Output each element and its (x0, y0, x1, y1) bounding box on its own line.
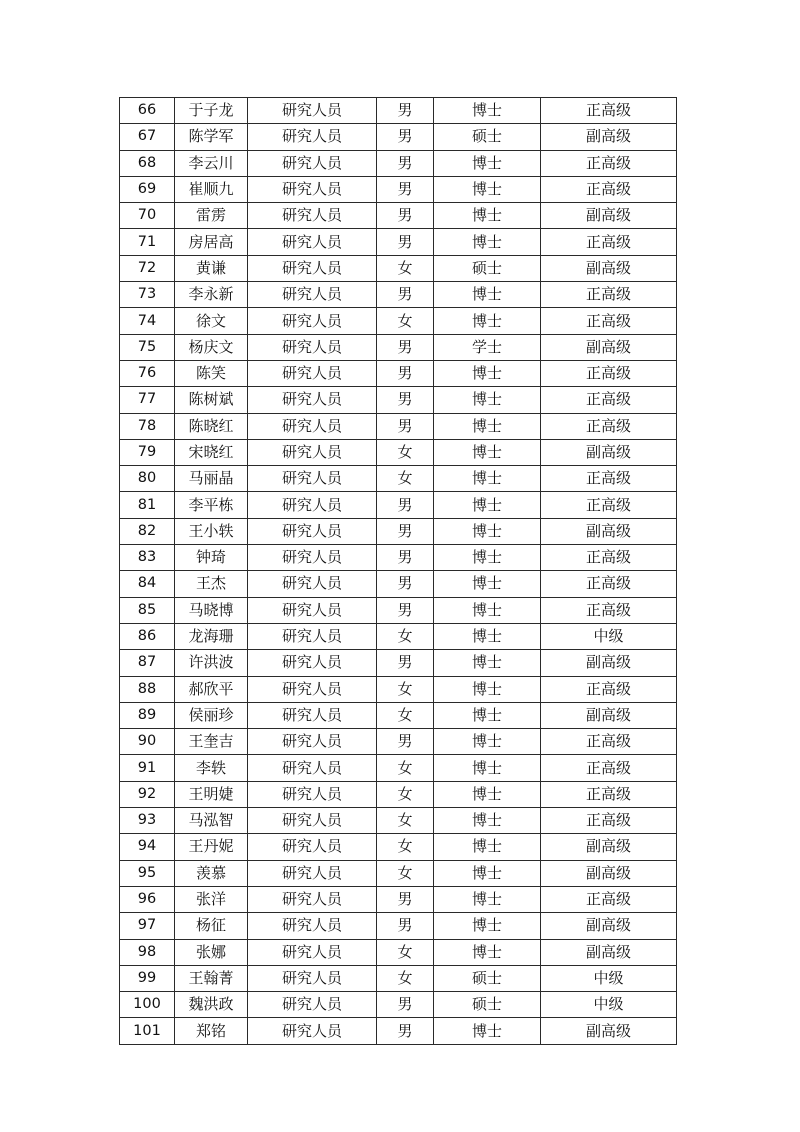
row-number-cell: 94 (120, 834, 175, 860)
degree-cell: 学士 (434, 334, 541, 360)
gender-cell: 男 (377, 413, 434, 439)
table-row (120, 755, 677, 781)
name-cell: 魏洪政 (175, 992, 248, 1018)
name-cell: 杨征 (175, 913, 248, 939)
table-row (120, 229, 677, 255)
table-row (120, 965, 677, 991)
gender-cell: 女 (377, 860, 434, 886)
row-number-cell: 84 (120, 571, 175, 597)
role-cell: 研究人员 (248, 203, 377, 229)
degree-cell: 硕士 (434, 255, 541, 281)
role-cell: 研究人员 (248, 913, 377, 939)
title-level-cell: 正高级 (541, 676, 677, 702)
table-row (120, 360, 677, 386)
degree-cell: 硕士 (434, 124, 541, 150)
role-cell: 研究人员 (248, 755, 377, 781)
title-level-cell: 副高级 (541, 834, 677, 860)
name-cell: 陈学军 (175, 124, 248, 150)
table-row (120, 545, 677, 571)
degree-cell: 博士 (434, 913, 541, 939)
gender-cell: 男 (377, 176, 434, 202)
row-number-cell: 74 (120, 308, 175, 334)
title-level-cell: 正高级 (541, 360, 677, 386)
gender-cell: 男 (377, 98, 434, 124)
table-row (120, 1018, 677, 1044)
role-cell: 研究人员 (248, 939, 377, 965)
degree-cell: 博士 (434, 387, 541, 413)
degree-cell: 博士 (434, 755, 541, 781)
degree-cell: 博士 (434, 150, 541, 176)
table-row (120, 124, 677, 150)
name-cell: 张娜 (175, 939, 248, 965)
role-cell: 研究人员 (248, 702, 377, 728)
title-level-cell: 副高级 (541, 650, 677, 676)
gender-cell: 男 (377, 387, 434, 413)
table-row (120, 650, 677, 676)
table-row (120, 702, 677, 728)
name-cell: 侯丽珍 (175, 702, 248, 728)
title-level-cell: 正高级 (541, 466, 677, 492)
gender-cell: 女 (377, 702, 434, 728)
row-number-cell: 76 (120, 360, 175, 386)
name-cell: 李永新 (175, 282, 248, 308)
gender-cell: 男 (377, 571, 434, 597)
row-number-cell: 81 (120, 492, 175, 518)
row-number-cell: 98 (120, 939, 175, 965)
name-cell: 陈笑 (175, 360, 248, 386)
gender-cell: 女 (377, 781, 434, 807)
gender-cell: 女 (377, 439, 434, 465)
title-level-cell: 中级 (541, 992, 677, 1018)
gender-cell: 男 (377, 282, 434, 308)
row-number-cell: 100 (120, 992, 175, 1018)
gender-cell: 男 (377, 650, 434, 676)
title-level-cell: 正高级 (541, 886, 677, 912)
title-level-cell: 正高级 (541, 729, 677, 755)
gender-cell: 男 (377, 545, 434, 571)
name-cell: 王翰菁 (175, 965, 248, 991)
role-cell: 研究人员 (248, 808, 377, 834)
name-cell: 王丹妮 (175, 834, 248, 860)
table-row (120, 676, 677, 702)
title-level-cell: 正高级 (541, 545, 677, 571)
name-cell: 陈树斌 (175, 387, 248, 413)
table-row (120, 623, 677, 649)
degree-cell: 博士 (434, 203, 541, 229)
gender-cell: 女 (377, 308, 434, 334)
role-cell: 研究人员 (248, 1018, 377, 1044)
role-cell: 研究人员 (248, 965, 377, 991)
title-level-cell: 中级 (541, 623, 677, 649)
title-level-cell: 副高级 (541, 913, 677, 939)
name-cell: 张洋 (175, 886, 248, 912)
row-number-cell: 85 (120, 597, 175, 623)
title-level-cell: 副高级 (541, 439, 677, 465)
table-row (120, 466, 677, 492)
degree-cell: 博士 (434, 466, 541, 492)
gender-cell: 男 (377, 729, 434, 755)
title-level-cell: 正高级 (541, 308, 677, 334)
gender-cell: 女 (377, 676, 434, 702)
table-row (120, 413, 677, 439)
gender-cell: 女 (377, 755, 434, 781)
title-level-cell: 中级 (541, 965, 677, 991)
row-number-cell: 90 (120, 729, 175, 755)
name-cell: 宋晓红 (175, 439, 248, 465)
degree-cell: 博士 (434, 834, 541, 860)
table-row (120, 597, 677, 623)
name-cell: 许洪波 (175, 650, 248, 676)
name-cell: 杨庆文 (175, 334, 248, 360)
role-cell: 研究人员 (248, 518, 377, 544)
title-level-cell: 副高级 (541, 124, 677, 150)
name-cell: 房居高 (175, 229, 248, 255)
row-number-cell: 80 (120, 466, 175, 492)
degree-cell: 博士 (434, 886, 541, 912)
gender-cell: 男 (377, 992, 434, 1018)
title-level-cell: 副高级 (541, 860, 677, 886)
row-number-cell: 73 (120, 282, 175, 308)
name-cell: 王杰 (175, 571, 248, 597)
table-row (120, 729, 677, 755)
title-level-cell: 正高级 (541, 282, 677, 308)
title-level-cell: 副高级 (541, 702, 677, 728)
gender-cell: 女 (377, 939, 434, 965)
name-cell: 马泓智 (175, 808, 248, 834)
name-cell: 李轶 (175, 755, 248, 781)
row-number-cell: 82 (120, 518, 175, 544)
degree-cell: 博士 (434, 518, 541, 544)
role-cell: 研究人员 (248, 886, 377, 912)
gender-cell: 男 (377, 597, 434, 623)
table-row (120, 860, 677, 886)
degree-cell: 博士 (434, 939, 541, 965)
degree-cell: 博士 (434, 282, 541, 308)
gender-cell: 女 (377, 834, 434, 860)
role-cell: 研究人员 (248, 334, 377, 360)
row-number-cell: 92 (120, 781, 175, 807)
degree-cell: 博士 (434, 729, 541, 755)
role-cell: 研究人员 (248, 229, 377, 255)
table-row (120, 571, 677, 597)
table-row (120, 939, 677, 965)
gender-cell: 女 (377, 808, 434, 834)
row-number-cell: 101 (120, 1018, 175, 1044)
row-number-cell: 71 (120, 229, 175, 255)
table-row (120, 176, 677, 202)
row-number-cell: 70 (120, 203, 175, 229)
title-level-cell: 副高级 (541, 518, 677, 544)
table-row (120, 150, 677, 176)
title-level-cell: 正高级 (541, 597, 677, 623)
personnel-table (119, 97, 677, 1045)
table-row (120, 518, 677, 544)
degree-cell: 博士 (434, 439, 541, 465)
row-number-cell: 67 (120, 124, 175, 150)
gender-cell: 男 (377, 124, 434, 150)
degree-cell: 博士 (434, 650, 541, 676)
row-number-cell: 87 (120, 650, 175, 676)
degree-cell: 博士 (434, 545, 541, 571)
name-cell: 黄谦 (175, 255, 248, 281)
row-number-cell: 66 (120, 98, 175, 124)
name-cell: 王小轶 (175, 518, 248, 544)
title-level-cell: 副高级 (541, 255, 677, 281)
table-row (120, 808, 677, 834)
title-level-cell: 副高级 (541, 334, 677, 360)
role-cell: 研究人员 (248, 98, 377, 124)
gender-cell: 男 (377, 360, 434, 386)
row-number-cell: 78 (120, 413, 175, 439)
row-number-cell: 72 (120, 255, 175, 281)
degree-cell: 博士 (434, 860, 541, 886)
degree-cell: 硕士 (434, 965, 541, 991)
degree-cell: 博士 (434, 308, 541, 334)
table-row (120, 203, 677, 229)
title-level-cell: 正高级 (541, 413, 677, 439)
title-level-cell: 正高级 (541, 571, 677, 597)
role-cell: 研究人员 (248, 282, 377, 308)
degree-cell: 博士 (434, 360, 541, 386)
degree-cell: 博士 (434, 176, 541, 202)
name-cell: 钟琦 (175, 545, 248, 571)
row-number-cell: 75 (120, 334, 175, 360)
table-row (120, 98, 677, 124)
title-level-cell: 副高级 (541, 203, 677, 229)
role-cell: 研究人员 (248, 650, 377, 676)
table-row (120, 308, 677, 334)
gender-cell: 男 (377, 518, 434, 544)
role-cell: 研究人员 (248, 992, 377, 1018)
table-row (120, 282, 677, 308)
role-cell: 研究人员 (248, 387, 377, 413)
row-number-cell: 91 (120, 755, 175, 781)
table-row (120, 781, 677, 807)
name-cell: 王奎吉 (175, 729, 248, 755)
role-cell: 研究人员 (248, 781, 377, 807)
title-level-cell: 正高级 (541, 755, 677, 781)
table-row (120, 992, 677, 1018)
degree-cell: 博士 (434, 98, 541, 124)
table-row (120, 913, 677, 939)
role-cell: 研究人员 (248, 492, 377, 518)
title-level-cell: 正高级 (541, 98, 677, 124)
name-cell: 羡慕 (175, 860, 248, 886)
role-cell: 研究人员 (248, 571, 377, 597)
name-cell: 徐文 (175, 308, 248, 334)
degree-cell: 博士 (434, 702, 541, 728)
gender-cell: 男 (377, 150, 434, 176)
degree-cell: 博士 (434, 808, 541, 834)
gender-cell: 男 (377, 1018, 434, 1044)
role-cell: 研究人员 (248, 124, 377, 150)
gender-cell: 女 (377, 466, 434, 492)
role-cell: 研究人员 (248, 466, 377, 492)
name-cell: 龙海珊 (175, 623, 248, 649)
role-cell: 研究人员 (248, 360, 377, 386)
table-row (120, 834, 677, 860)
table-row (120, 255, 677, 281)
degree-cell: 博士 (434, 781, 541, 807)
row-number-cell: 77 (120, 387, 175, 413)
role-cell: 研究人员 (248, 545, 377, 571)
row-number-cell: 93 (120, 808, 175, 834)
row-number-cell: 79 (120, 439, 175, 465)
title-level-cell: 副高级 (541, 939, 677, 965)
degree-cell: 硕士 (434, 992, 541, 1018)
table-row (120, 886, 677, 912)
degree-cell: 博士 (434, 623, 541, 649)
name-cell: 于子龙 (175, 98, 248, 124)
title-level-cell: 正高级 (541, 150, 677, 176)
row-number-cell: 89 (120, 702, 175, 728)
role-cell: 研究人员 (248, 729, 377, 755)
role-cell: 研究人员 (248, 623, 377, 649)
role-cell: 研究人员 (248, 439, 377, 465)
name-cell: 陈晓红 (175, 413, 248, 439)
name-cell: 马丽晶 (175, 466, 248, 492)
role-cell: 研究人员 (248, 834, 377, 860)
table-row (120, 334, 677, 360)
name-cell: 雷雳 (175, 203, 248, 229)
gender-cell: 男 (377, 203, 434, 229)
gender-cell: 男 (377, 913, 434, 939)
name-cell: 李云川 (175, 150, 248, 176)
role-cell: 研究人员 (248, 860, 377, 886)
gender-cell: 女 (377, 255, 434, 281)
name-cell: 崔顺九 (175, 176, 248, 202)
row-number-cell: 68 (120, 150, 175, 176)
degree-cell: 博士 (434, 413, 541, 439)
degree-cell: 博士 (434, 571, 541, 597)
table-row (120, 387, 677, 413)
title-level-cell: 正高级 (541, 492, 677, 518)
degree-cell: 博士 (434, 676, 541, 702)
title-level-cell: 正高级 (541, 781, 677, 807)
role-cell: 研究人员 (248, 150, 377, 176)
row-number-cell: 99 (120, 965, 175, 991)
gender-cell: 男 (377, 492, 434, 518)
name-cell: 李平栋 (175, 492, 248, 518)
row-number-cell: 95 (120, 860, 175, 886)
role-cell: 研究人员 (248, 255, 377, 281)
title-level-cell: 正高级 (541, 176, 677, 202)
row-number-cell: 96 (120, 886, 175, 912)
degree-cell: 博士 (434, 229, 541, 255)
table-row (120, 492, 677, 518)
gender-cell: 男 (377, 229, 434, 255)
title-level-cell: 副高级 (541, 1018, 677, 1044)
row-number-cell: 97 (120, 913, 175, 939)
name-cell: 郑铭 (175, 1018, 248, 1044)
role-cell: 研究人员 (248, 413, 377, 439)
title-level-cell: 正高级 (541, 387, 677, 413)
name-cell: 郝欣平 (175, 676, 248, 702)
row-number-cell: 69 (120, 176, 175, 202)
title-level-cell: 正高级 (541, 229, 677, 255)
table-row (120, 439, 677, 465)
degree-cell: 博士 (434, 492, 541, 518)
gender-cell: 男 (377, 886, 434, 912)
name-cell: 王明婕 (175, 781, 248, 807)
gender-cell: 女 (377, 965, 434, 991)
row-number-cell: 83 (120, 545, 175, 571)
title-level-cell: 正高级 (541, 808, 677, 834)
gender-cell: 女 (377, 623, 434, 649)
row-number-cell: 88 (120, 676, 175, 702)
name-cell: 马晓博 (175, 597, 248, 623)
role-cell: 研究人员 (248, 597, 377, 623)
row-number-cell: 86 (120, 623, 175, 649)
role-cell: 研究人员 (248, 176, 377, 202)
role-cell: 研究人员 (248, 308, 377, 334)
gender-cell: 男 (377, 334, 434, 360)
degree-cell: 博士 (434, 1018, 541, 1044)
degree-cell: 博士 (434, 597, 541, 623)
personnel-table-body (120, 98, 677, 1045)
role-cell: 研究人员 (248, 676, 377, 702)
